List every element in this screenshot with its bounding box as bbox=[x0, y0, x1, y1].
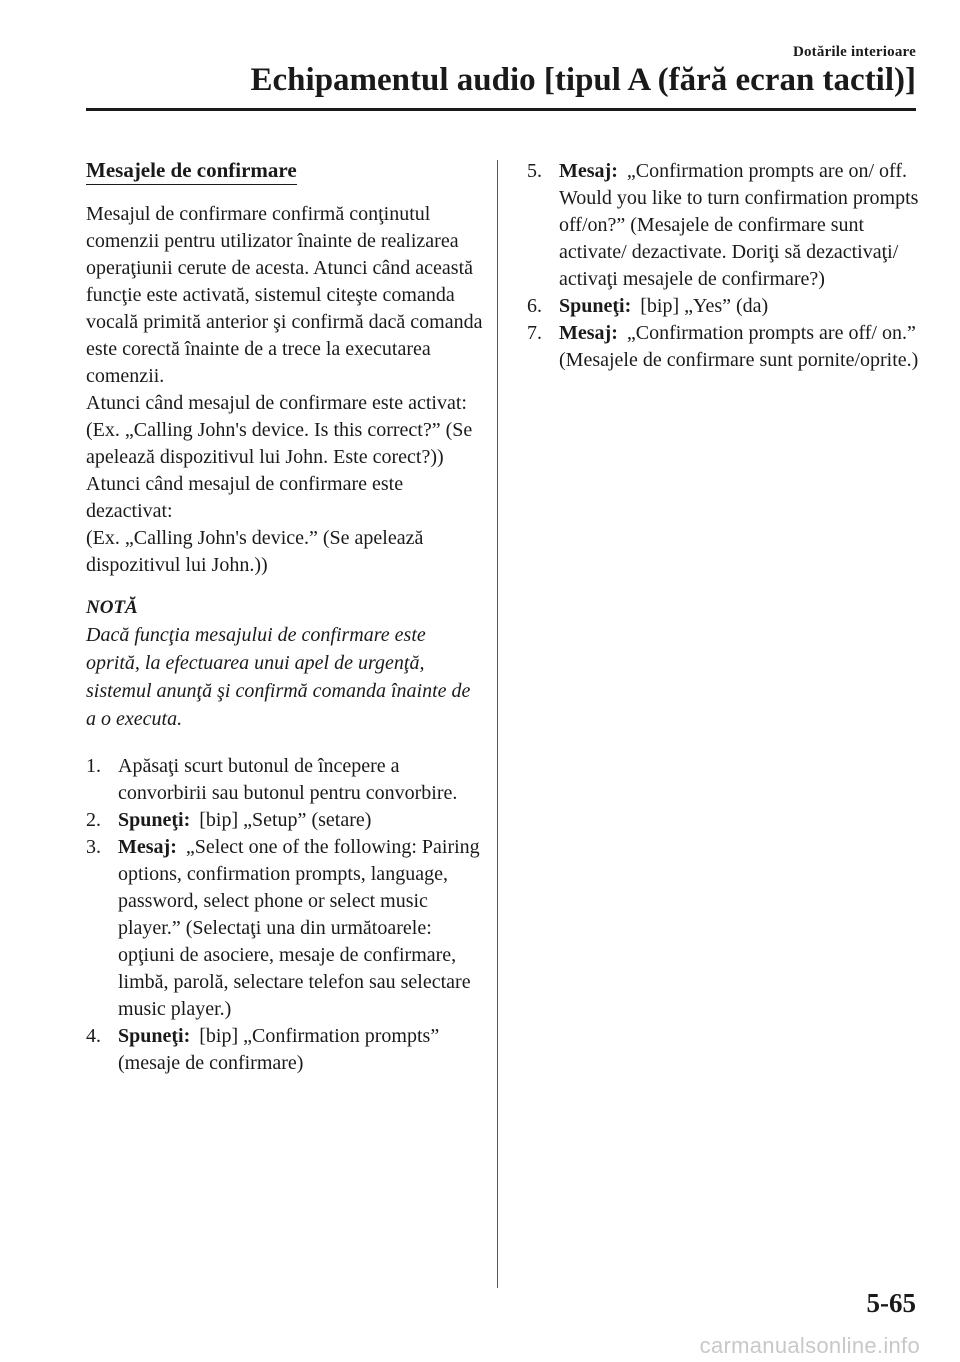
left-column bbox=[86, 158, 484, 1077]
step-label: Mesaj: bbox=[559, 322, 618, 344]
right-column bbox=[527, 158, 919, 374]
step-item bbox=[527, 320, 919, 374]
note-title: NOTĂ bbox=[86, 597, 138, 618]
step-text: „Confirmation prompts are off/ on.” (Mesajele de confirmare sunt pornite/oprite.) bbox=[559, 322, 919, 371]
step-label: Mesaj: bbox=[559, 160, 618, 182]
header-rule bbox=[86, 108, 916, 111]
step-item bbox=[527, 293, 919, 320]
step-number: 2. bbox=[86, 809, 101, 831]
step-item bbox=[86, 1023, 484, 1077]
step-text: [bip] „Confirmation prompts” (mesaje de confirmare) bbox=[118, 1025, 440, 1074]
chapter-title: Echipamentul audio [tipul A (fără ecran tactil)] bbox=[250, 62, 916, 98]
step-label: Spuneţi: bbox=[118, 809, 191, 831]
step-number: 3. bbox=[86, 836, 101, 858]
section-label: Dotările interioare bbox=[792, 44, 916, 60]
step-number: 6. bbox=[527, 295, 542, 317]
step-item bbox=[86, 753, 484, 807]
step-item bbox=[86, 807, 484, 834]
step-item bbox=[86, 834, 484, 1023]
step-label: Spuneţi: bbox=[118, 1025, 191, 1047]
step-text: [bip] „Setup” (setare) bbox=[199, 809, 372, 831]
steps-list-left bbox=[86, 753, 484, 1077]
step-number: 5. bbox=[527, 160, 542, 182]
intro-paragraph: Mesajul de confirmare confirmă conţinutul comenzii pentru utilizator înainte de realizarea operaţiunii cerute de acesta. Atunci când această funcţie este activată, sistemul citeşte comanda vocală primită anterior şi confirmă dacă comanda este corectă înainte de a trece la executarea comenzii. Atunci când mesajul de confirmare este activat: (Ex. „Calling John's device. Is this correct?” (Se apelează dispozitivul lui John. Este corect?)) Atunci când mesajul de confirmare este dezactivat: (Ex. „Calling John's device.” (Se apelează dispozitivul lui John.)) bbox=[86, 203, 483, 576]
watermark: carmanualsonline.info bbox=[699, 1333, 920, 1358]
step-label: Spuneţi: bbox=[559, 295, 632, 317]
step-item bbox=[527, 158, 919, 293]
step-number: 1. bbox=[86, 755, 101, 777]
step-label: Mesaj: bbox=[118, 836, 177, 858]
step-text: Apăsaţi scurt butonul de începere a convorbirii sau butonul pentru convorbire. bbox=[118, 755, 458, 804]
step-text: „Select one of the following: Pairing options, confirmation prompts, language, password, select phone or select music player.” (Selectaţi una din următoarele: opţiuni de asociere, mesaje de confirmare, limbă, parolă, selectare telefon sau selectare music player.) bbox=[118, 836, 480, 1020]
step-text: [bip] „Yes” (da) bbox=[640, 295, 769, 317]
section-heading: Mesajele de confirmare bbox=[86, 158, 297, 185]
step-text: „Confirmation prompts are on/ off. Would you like to turn confirmation prompts off/on?” (Mesajele de confirmare sunt activate/ dezactivate. Doriţi să dezactivaţi/ activaţi mesajele de confirmare?) bbox=[559, 160, 919, 290]
steps-list-right bbox=[527, 158, 919, 374]
note-body: Dacă funcţia mesajului de confirmare este oprită, la efectuarea unui apel de urgenţă, sistemul anunţă şi confirmă comanda înainte de a o executa. bbox=[86, 624, 471, 730]
page-number: 5-65 bbox=[866, 1288, 916, 1318]
step-number: 7. bbox=[527, 322, 542, 344]
step-number: 4. bbox=[86, 1025, 101, 1047]
column-divider bbox=[497, 160, 498, 1288]
